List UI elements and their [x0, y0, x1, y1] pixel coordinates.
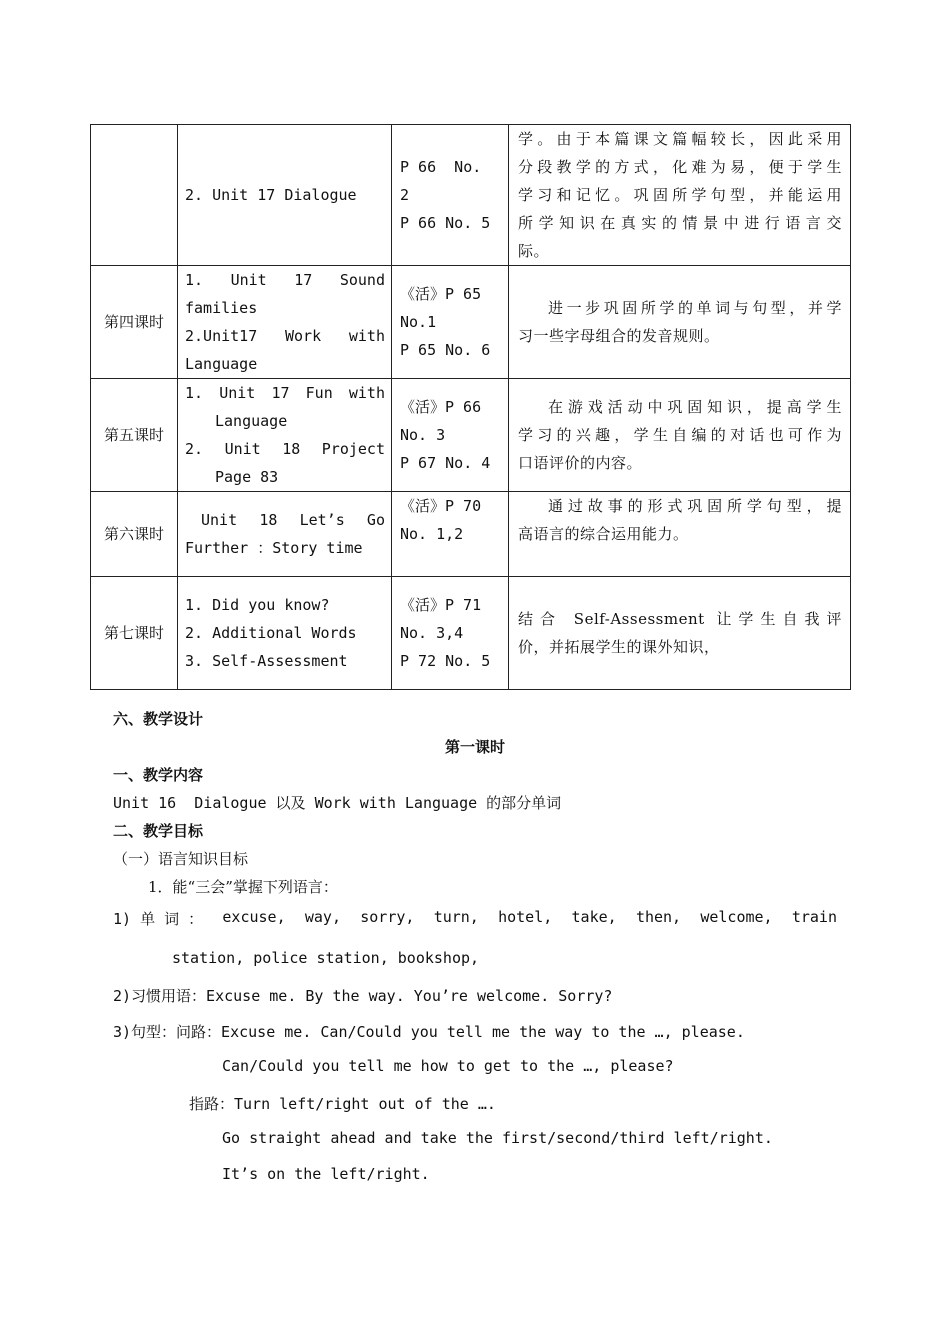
word: excuse, — [222, 908, 286, 926]
content-line: Further ：Story time — [185, 539, 363, 557]
content-cell — [178, 492, 392, 577]
table-row — [91, 577, 851, 690]
content-line: 2. Unit 17 Dialogue — [185, 186, 357, 204]
table-row — [91, 379, 851, 492]
lesson-cell: 第六课时 — [91, 492, 178, 577]
teaching-content: Unit 16 Dialogue 以及 Work with Language 的部分单词 — [113, 794, 562, 812]
pattern-line: Can/Could you tell me how to get to the …, please? — [222, 1057, 674, 1075]
content-cell — [178, 266, 392, 379]
goal-line: 学习的兴趣，学生自编的对话也可作为 — [518, 426, 842, 444]
lesson-title: 第一课时 — [444, 738, 505, 756]
word: train — [791, 908, 837, 926]
goal-line: 口语评价的内容。 — [518, 454, 643, 472]
exercise-line: P 67 No. 4 — [400, 454, 491, 472]
lesson-cell: 第七课时 — [91, 577, 178, 690]
words-label: 1) 单 词 ： — [113, 910, 204, 928]
exercise-line: No.1 — [400, 313, 437, 331]
goal-line: 高语言的综合运用能力。 — [518, 525, 689, 543]
exercise-line: P 72 No. 5 — [400, 652, 491, 670]
exercise-cell — [392, 492, 509, 577]
pattern-line: Go straight ahead and take the first/second/third left/right. — [222, 1129, 773, 1147]
goal-line: 在游戏活动中巩固知识，提高学生 — [548, 398, 842, 416]
goal-line: 结合 Self-Assessment 让学生自我评 — [518, 610, 842, 628]
content-line: 1. Unit 17 Sound — [185, 271, 385, 289]
exercise-line: No. 3 — [400, 426, 446, 444]
goal-cell — [509, 492, 851, 577]
content-cell — [178, 125, 392, 266]
subsection-title: （一）语言知识目标 — [113, 850, 249, 868]
exercise-cell — [392, 577, 509, 690]
exercise-line: 《活》P 71 — [400, 596, 482, 614]
content-line: 1. Unit 17 Fun with — [185, 384, 385, 402]
pattern-line: It’s on the left/right. — [222, 1165, 430, 1183]
table-row — [91, 266, 851, 379]
goal-line: 通过故事的形式巩固所学句型，提 — [548, 497, 842, 515]
exercise-cell — [392, 125, 509, 266]
exercise-line: 《活》P 70 — [400, 497, 482, 515]
word: turn, — [433, 908, 479, 926]
goal-line: 价，并拓展学生的课外知识， — [518, 638, 720, 656]
goal-line: 学。由于本篇课文篇幅较长，因此采用 — [518, 130, 842, 148]
content-line: 2. Additional Words — [185, 624, 357, 642]
content-line: families — [185, 299, 258, 317]
part-title: 一、教学内容 — [113, 766, 204, 784]
content-line: 2. Unit 18 Project — [185, 440, 385, 458]
phrases-line: 2)习惯用语：Excuse me. By the way. You’re welcome. Sorry? — [113, 987, 613, 1005]
exercise-cell — [392, 266, 509, 379]
goal-cell — [509, 125, 851, 266]
word: way, — [304, 908, 341, 926]
exercise-cell — [392, 379, 509, 492]
exercise-line: 《活》P 65 — [400, 285, 482, 303]
content-cell — [178, 577, 392, 690]
exercise-line: 2 — [400, 186, 410, 204]
content-line: 1. Did you know? — [185, 596, 330, 614]
table-row — [91, 492, 851, 577]
exercise-line: No. 1,2 — [400, 525, 464, 543]
exercise-line: No. 3,4 — [400, 624, 464, 642]
content-line: Unit 18 Let’s Go — [201, 511, 385, 529]
exercise-line: P 66 No. — [400, 158, 482, 176]
word: sorry, — [360, 908, 415, 926]
lesson-cell — [91, 125, 178, 266]
part-title: 二、教学目标 — [113, 822, 204, 840]
word: take, — [571, 908, 617, 926]
word: then, — [635, 908, 682, 926]
content-line: Page 83 — [215, 468, 279, 486]
goal-cell — [509, 266, 851, 379]
goal-cell — [509, 577, 851, 690]
content-cell — [178, 379, 392, 492]
section-title: 六、教学设计 — [113, 710, 204, 728]
goal-line: 分段教学的方式，化难为易，便于学生 — [518, 158, 842, 176]
content-line: 3. Self-Assessment — [185, 652, 348, 670]
table-row — [91, 125, 851, 266]
lesson-plan-table — [90, 124, 851, 690]
goal-cell — [509, 379, 851, 492]
lesson-cell: 第四课时 — [91, 266, 178, 379]
words-line: station, police station, bookshop, — [172, 949, 480, 967]
word: welcome, — [700, 908, 773, 926]
content-line: Language — [215, 412, 288, 430]
lesson-cell: 第五课时 — [91, 379, 178, 492]
words-line — [113, 908, 837, 929]
goal-line: 际。 — [518, 242, 550, 260]
content-line: 2.Unit17 Work with — [185, 327, 385, 345]
goal-line: 进一步巩固所学的单词与句型，并学 — [548, 299, 842, 317]
exercise-line: P 66 No. 5 — [400, 214, 491, 232]
goal-line: 所学知识在真实的情景中进行语言交 — [518, 214, 842, 232]
exercise-line: P 65 No. 6 — [400, 341, 491, 359]
goal-line: 学习和记忆。巩固所学句型，并能运用 — [518, 186, 842, 204]
pattern-line: 指路：Turn left/right out of the …. — [189, 1095, 496, 1113]
content-line: Language — [185, 355, 258, 373]
word: hotel, — [498, 908, 553, 926]
goal-line: 习一些字母组合的发音规则。 — [518, 327, 720, 345]
exercise-line: 《活》P 66 — [400, 398, 482, 416]
list-item: 1．能“三会”掌握下列语言： — [148, 878, 338, 896]
pattern-line: 3)句型：问路：Excuse me. Can/Could you tell me the way to the …, please. — [113, 1023, 745, 1041]
